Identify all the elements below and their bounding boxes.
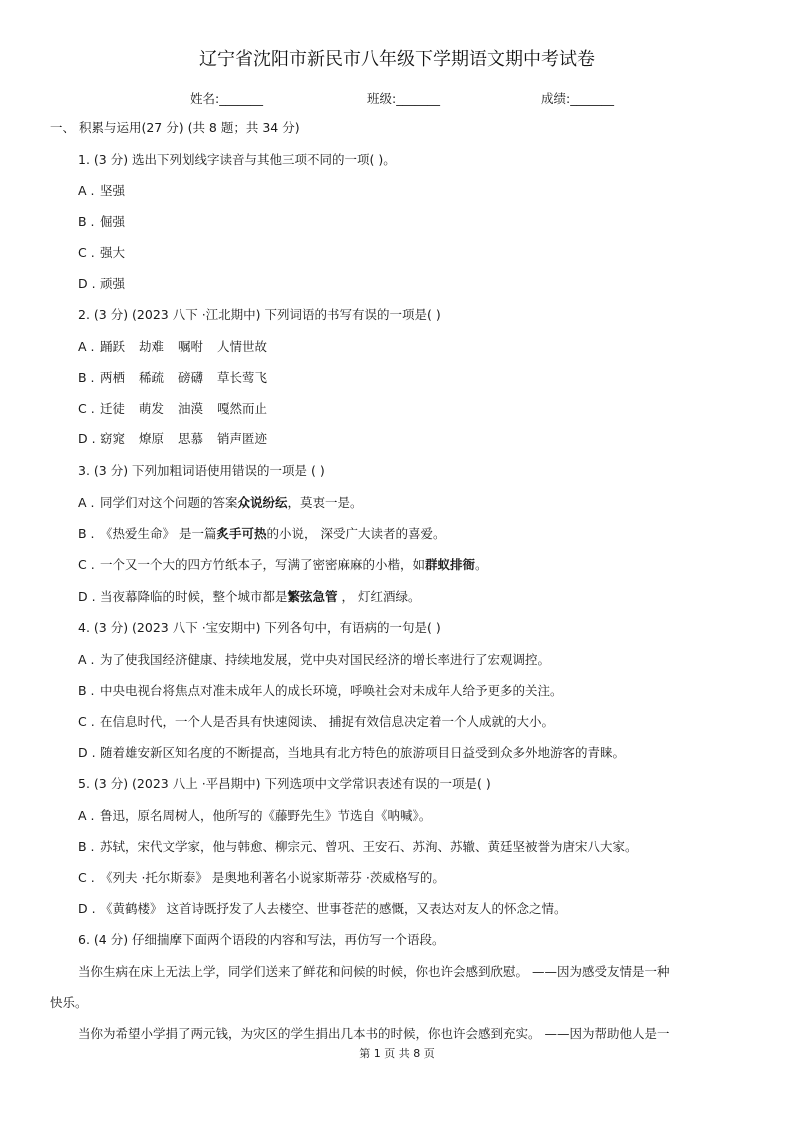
q1-option-a[interactable] [78, 183, 125, 199]
q4-option-a[interactable] [78, 652, 550, 668]
option-text: 《列夫 ·托尔斯泰》 是奥地利著名小说家斯蒂芬 ·茨威格写的。 [99, 870, 445, 885]
word: 窈窕 [99, 431, 125, 446]
q3-option-c[interactable] [78, 557, 488, 573]
q5-option-c[interactable] [78, 870, 445, 886]
q3-option-b[interactable] [78, 526, 445, 542]
option-text: 坚强 [99, 183, 125, 198]
word: 萌发 [139, 401, 165, 416]
q6-paragraph-1: 当你生病在床上无法上学，同学们送来了鲜花和问候的时候，你也许会感到欣慰。 ——因为感受友情是一种 [78, 964, 670, 979]
option-text: 为了使我国经济健康、持续地发展，党中央对国民经济的增长率进行了宏观调控。 [99, 652, 550, 667]
q1-option-b[interactable] [78, 214, 125, 230]
word: 嘱咐 [178, 339, 204, 354]
option-text: 中央电视台将焦点对准未成年人的成长环境，呼唤社会对未成年人给予更多的关注。 [99, 683, 563, 698]
word: 思慕 [178, 431, 204, 446]
bold-phrase: 众说纷纭 [237, 495, 288, 510]
option-text: 随着雄安新区知名度的不断提高，当地具有北方特色的旅游项目日益受到众多外地游客的青睐。 [99, 745, 625, 760]
option-label: B . [78, 370, 95, 385]
q5-option-a[interactable] [78, 808, 431, 824]
option-text: 苏轼，宋代文学家，他与韩愈、柳宗元、曾巩、王安石、苏洵、苏辙、黄廷坚被誉为唐宋八大家。 [99, 839, 638, 854]
page-title: 辽宁省沈阳市新民市八年级下学期语文期中考试卷 [199, 49, 595, 70]
q4-stem: 4. (3 分) (2023 八下 ·宝安期中) 下列各句中，有语病的一句是( ) [78, 620, 441, 635]
word: 劫难 [139, 339, 165, 354]
option-label: C . [78, 557, 95, 572]
option-label: C . [78, 714, 95, 729]
option-label: A . [78, 495, 95, 510]
option-label: B . [78, 839, 95, 854]
q3-option-d[interactable] [78, 589, 420, 605]
q6-stem: 6. (4 分) 仔细揣摩下面两个语段的内容和写法，再仿写一个语段。 [78, 932, 445, 947]
option-label: B . [78, 214, 95, 229]
q6-paragraph-1-cont: 快乐。 [50, 995, 88, 1010]
option-label: A . [78, 183, 95, 198]
word: 稀疏 [139, 370, 165, 385]
q2-option-c[interactable] [78, 401, 267, 417]
option-label: A . [78, 339, 95, 354]
name-field[interactable]: 姓名:_______ [190, 91, 263, 106]
word: 油漠 [178, 401, 204, 416]
option-text: 在信息时代，一个人是否具有快速阅读、 捕捉有效信息决定着一个人成就的大小。 [99, 714, 554, 729]
option-label: C . [78, 401, 95, 416]
option-text: 一个又一个大的四方竹纸本子，写满了密密麻麻的小楷，如 [99, 557, 425, 572]
section-heading: 一、 积累与运用(27 分) (共 8 题；共 34 分) [50, 120, 300, 135]
bold-phrase: 炙手可热 [216, 526, 267, 541]
q1-stem: 1. (3 分) 选出下列划线字读音与其他三项不同的一项( )。 [78, 152, 396, 167]
option-text: 顽强 [99, 276, 125, 291]
q4-option-d[interactable] [78, 745, 625, 761]
option-label: A . [78, 652, 95, 667]
page-footer: 第 1 页 共 8 页 [359, 1047, 435, 1060]
option-text: 《热爱生命》 是一篇 [99, 526, 217, 541]
option-label: D . [78, 901, 96, 916]
option-label: C . [78, 870, 95, 885]
option-text: 强大 [99, 245, 125, 260]
q4-option-c[interactable] [78, 714, 554, 730]
q3-stem: 3. (3 分) 下列加粗词语使用错误的一项是 ( ) [78, 463, 325, 478]
q5-stem: 5. (3 分) (2023 八上 ·平昌期中) 下列选项中文学常识表述有误的一项是( ) [78, 776, 491, 791]
option-label: D . [78, 276, 96, 291]
option-text: 。 [475, 557, 488, 572]
option-text: 当夜幕降临的时候，整个城市都是 [99, 589, 288, 604]
q2-option-d[interactable] [78, 431, 267, 447]
word: 嘎然而止 [217, 401, 268, 416]
score-field[interactable]: 成绩:_______ [541, 91, 614, 106]
option-label: B . [78, 683, 95, 698]
option-label: A . [78, 808, 95, 823]
option-text: ， 灯红酒绿。 [337, 589, 421, 604]
option-label: D . [78, 431, 96, 446]
q1-option-d[interactable] [78, 276, 125, 292]
option-label: D . [78, 745, 96, 760]
option-label: B . [78, 526, 95, 541]
q5-option-b[interactable] [78, 839, 638, 855]
word: 磅礴 [178, 370, 204, 385]
option-text: ，莫衷一是。 [287, 495, 363, 510]
word: 草长莺飞 [217, 370, 268, 385]
option-text: 《黄鹤楼》 这首诗既抒发了人去楼空、世事苍茫的感慨，又表达对友人的怀念之情。 [99, 901, 567, 916]
word: 迁徒 [99, 401, 125, 416]
class-field[interactable]: 班级:_______ [367, 91, 440, 106]
option-text: 鲁迅，原名周树人，他所写的《藤野先生》节选自《呐喊》。 [99, 808, 432, 823]
word: 两栖 [99, 370, 125, 385]
bold-phrase: 群蚁排衙 [425, 557, 476, 572]
option-text: 倔强 [99, 214, 125, 229]
bold-phrase: 繁弦急管 [287, 589, 338, 604]
word: 人情世故 [217, 339, 268, 354]
q3-option-a[interactable] [78, 495, 363, 511]
q5-option-d[interactable] [78, 901, 566, 917]
option-text: 同学们对这个问题的答案 [99, 495, 238, 510]
q4-option-b[interactable] [78, 683, 563, 699]
option-text: 的小说， 深受广大读者的喜爱。 [266, 526, 446, 541]
option-label: C . [78, 245, 95, 260]
q2-option-a[interactable] [78, 339, 267, 355]
option-label: D . [78, 589, 96, 604]
q2-stem: 2. (3 分) (2023 八下 ·江北期中) 下列词语的书写有误的一项是( ) [78, 307, 441, 322]
q1-option-c[interactable] [78, 245, 125, 261]
word: 燎原 [139, 431, 165, 446]
word: 踊跃 [99, 339, 125, 354]
q6-paragraph-2: 当你为希望小学捐了两元钱，为灾区的学生捐出几本书的时候，你也许会感到充实。 ——因为帮助他人是一 [78, 1026, 670, 1041]
q2-option-b[interactable] [78, 370, 267, 386]
word: 销声匿迹 [217, 431, 268, 446]
